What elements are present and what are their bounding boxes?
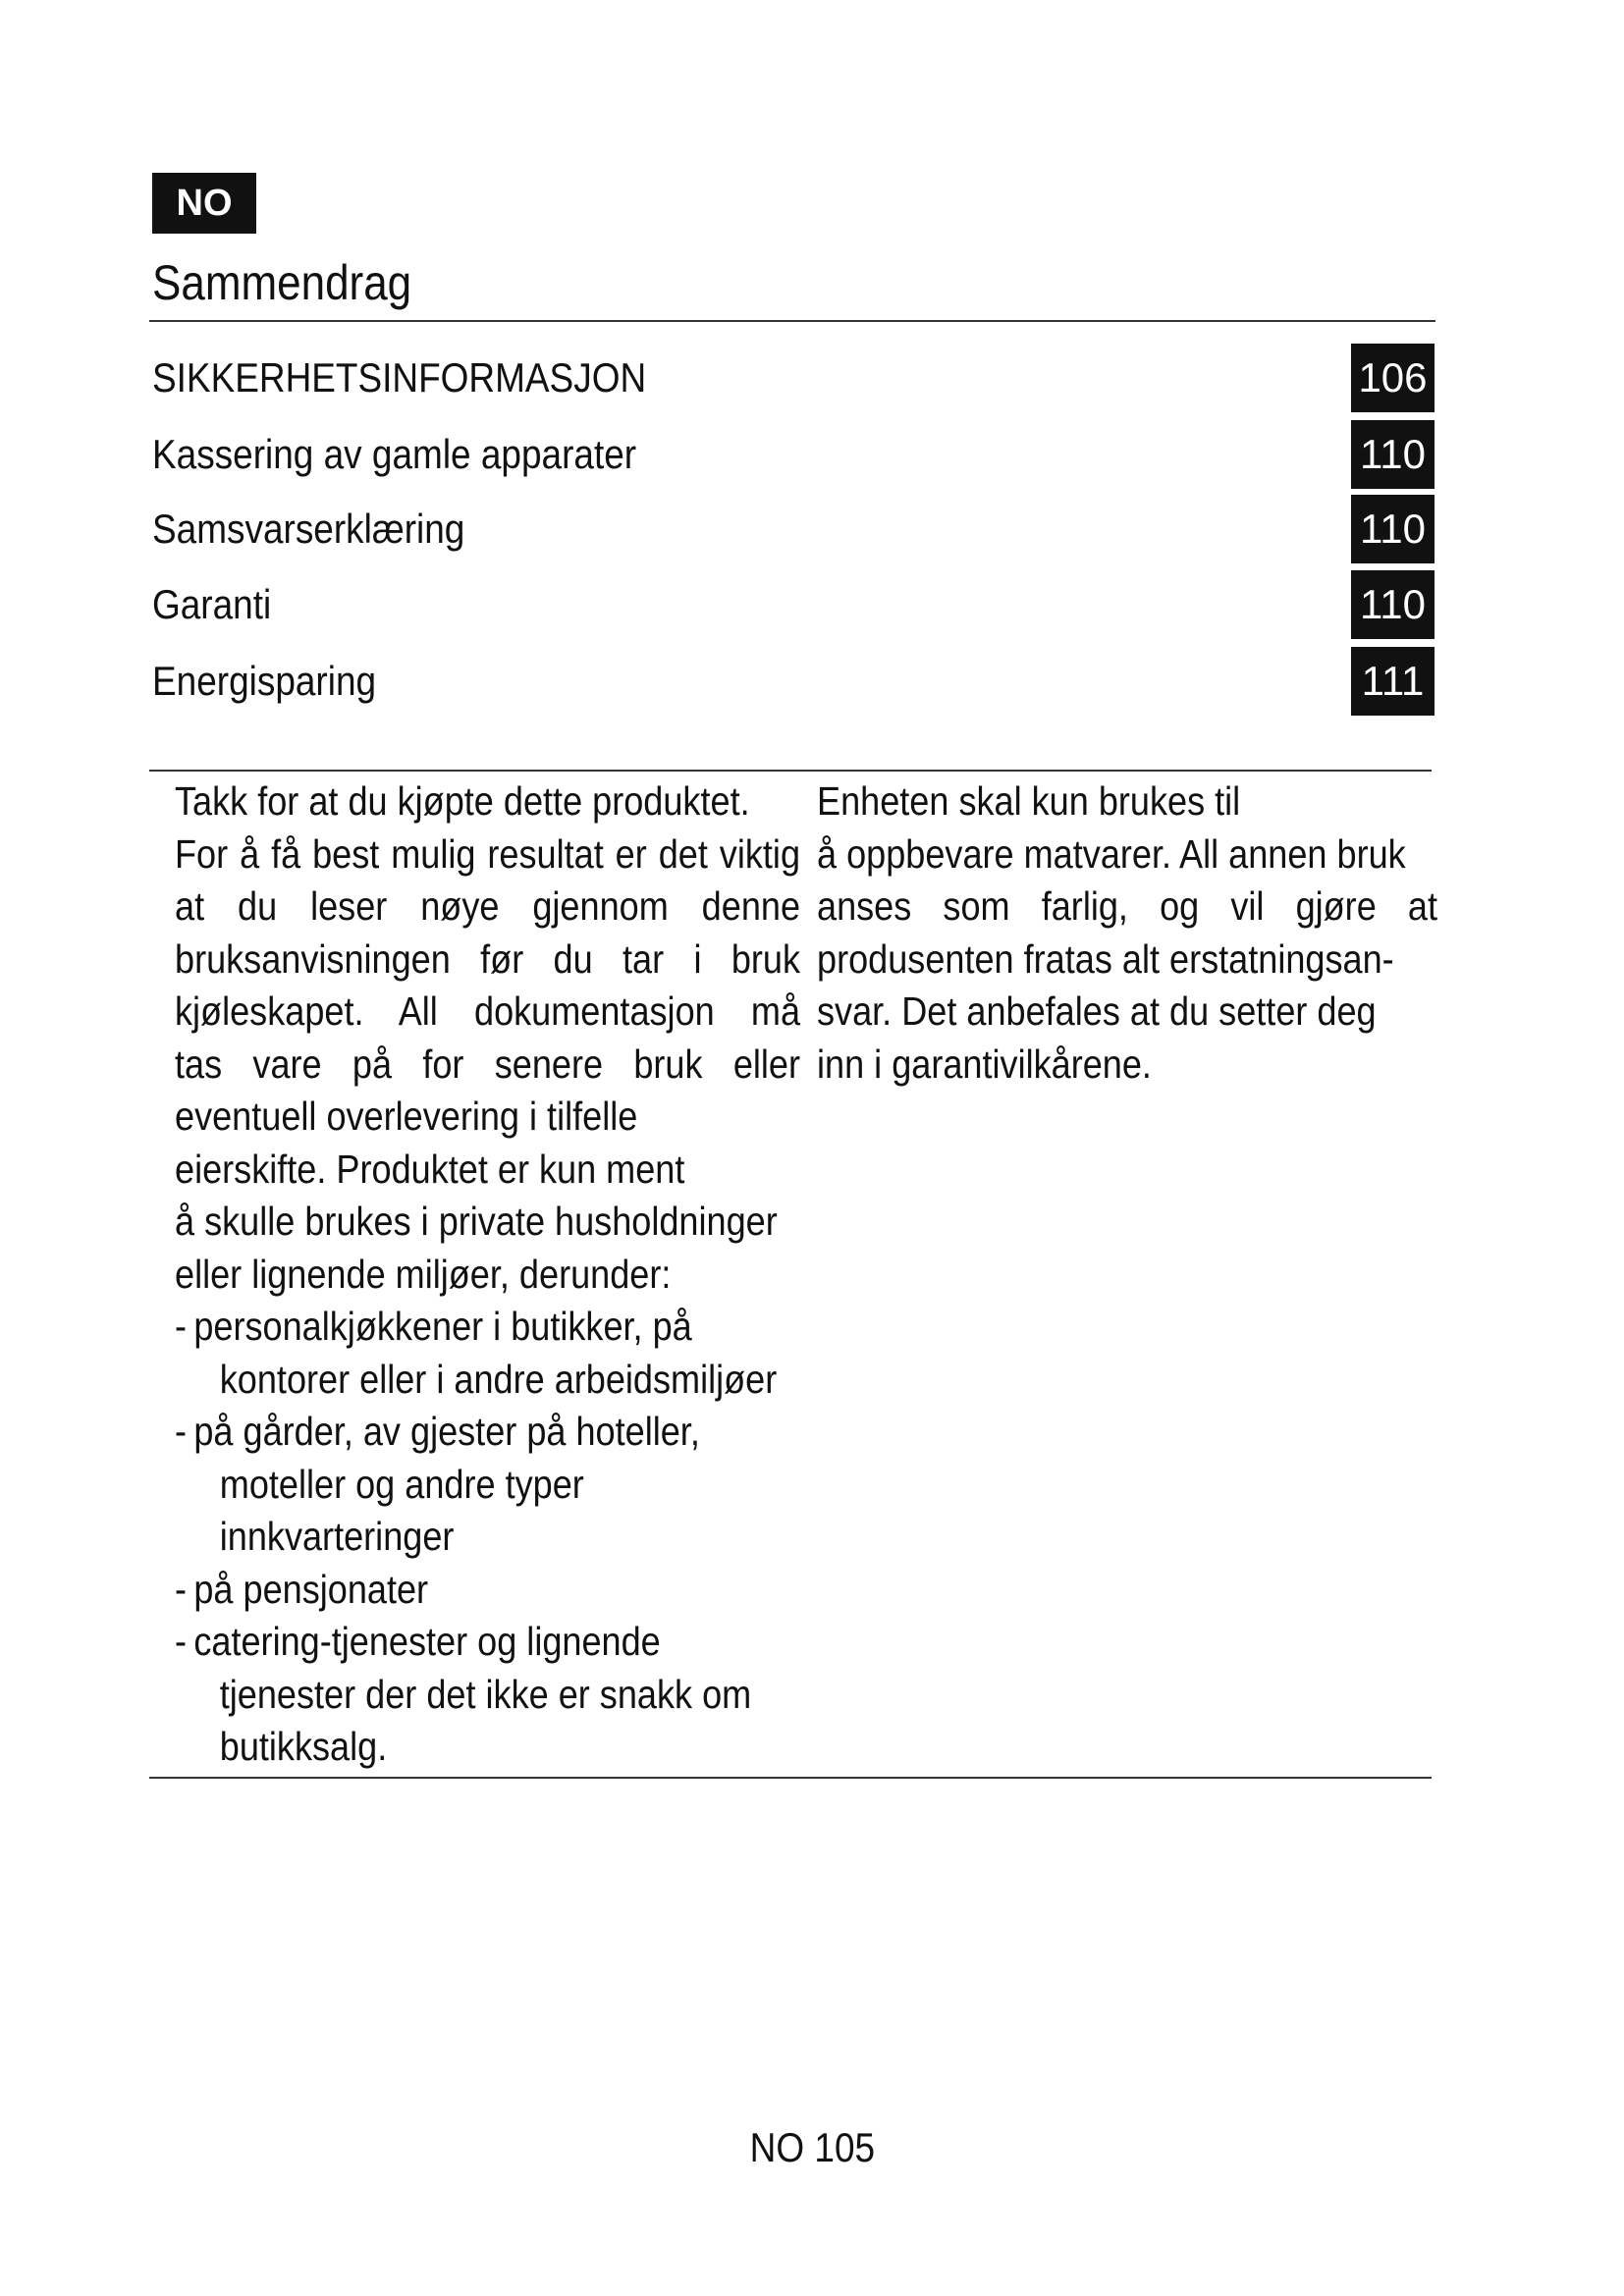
toc-item[interactable]: [152, 344, 1438, 412]
toc-item[interactable]: [152, 647, 1438, 716]
intro-column-left: [175, 775, 801, 1774]
list-item-line: - på pensjonater: [175, 1564, 724, 1617]
list-item: [175, 1564, 798, 1617]
language-badge: NO: [152, 173, 256, 234]
toc-page-badge: 111: [1351, 647, 1435, 716]
list-item: [175, 1301, 798, 1406]
intro-text-line: å oppbevare matvarer. All annen bruk: [817, 830, 1406, 877]
toc-page-badge: 106: [1351, 344, 1435, 412]
intro-text-line: eventuell overlevering i tilfelle: [175, 1094, 638, 1139]
list-item-line: kontorer eller i andre arbeidsmiljøer: [219, 1356, 778, 1402]
dash-bullet: -: [175, 1566, 188, 1612]
intro-text-line: at du leser nøye gjennom denne: [175, 883, 801, 929]
intro-text-line: produsenten fratas alt erstatningsan-: [817, 935, 1394, 982]
list-item-line: butikksalg.: [219, 1724, 388, 1769]
intro-text-line: bruksanvisningen før du tar i bruk: [175, 935, 801, 982]
page-number: NO 105: [749, 2124, 875, 2170]
toc-item-title: SIKKERHETSINFORMASJON: [152, 354, 647, 400]
section-bottom-divider: [149, 1777, 1432, 1779]
list-item: [175, 1616, 798, 1774]
page-title: Sammendrag: [152, 255, 412, 310]
toc-item-title: Energisparing: [152, 658, 377, 704]
usage-list: [175, 1301, 798, 1774]
toc-page-badge: 110: [1351, 420, 1435, 489]
toc-item[interactable]: [152, 420, 1438, 489]
intro-text-line: svar. Det anbefales at du setter deg: [817, 988, 1377, 1034]
toc-page-badge: 110: [1351, 570, 1435, 639]
intro-text-line: å skulle brukes i private husholdninger: [175, 1199, 778, 1244]
toc-item[interactable]: [152, 570, 1438, 639]
toc-item-title: Samsvarserklæring: [152, 506, 465, 552]
section-divider: [149, 770, 1432, 772]
intro-text-line: anses som farlig, og vil gjøre at: [817, 883, 1438, 929]
list-item-line: - personalkjøkkener i butikker, på: [175, 1301, 724, 1354]
intro-text-line: Takk for at du kjøpte dette produktet.: [175, 778, 750, 824]
toc-item[interactable]: [152, 495, 1438, 563]
intro-text-line: tas vare på for senere bruk eller: [175, 1041, 801, 1087]
dash-bullet: -: [175, 1409, 188, 1454]
intro-text-line: kjøleskapet. All dokumentasjon må: [175, 988, 801, 1034]
list-item-line: innkvarteringer: [219, 1514, 455, 1559]
list-item-line: moteller og andre typer: [219, 1461, 584, 1507]
intro-column-right: [817, 775, 1438, 1091]
intro-text-line: eller lignende miljøer, derunder:: [175, 1251, 672, 1297]
intro-text-line: For å få best mulig resultat er det viktig: [175, 830, 801, 877]
list-item-line: tjenester der det ikke er snakk om: [219, 1671, 752, 1717]
page-footer: [0, 2123, 1624, 2172]
dash-bullet: -: [175, 1304, 188, 1349]
dash-bullet: -: [175, 1619, 188, 1664]
intro-text-line: Enheten skal kun brukes til: [817, 778, 1241, 824]
list-item: [175, 1406, 798, 1564]
list-item-line: - catering-tjenester og lignende: [175, 1616, 724, 1669]
intro-text-line: eierskifte. Produktet er kun ment: [175, 1146, 685, 1192]
toc-item-title: Kassering av gamle apparater: [152, 431, 637, 477]
list-item-line: - på gårder, av gjester på hoteller,: [175, 1406, 724, 1459]
toc-page-badge: 110: [1351, 495, 1435, 563]
toc-item-title: Garanti: [152, 581, 272, 627]
title-divider: [149, 320, 1435, 322]
intro-text-line: inn i garantivilkårene.: [817, 1041, 1152, 1087]
